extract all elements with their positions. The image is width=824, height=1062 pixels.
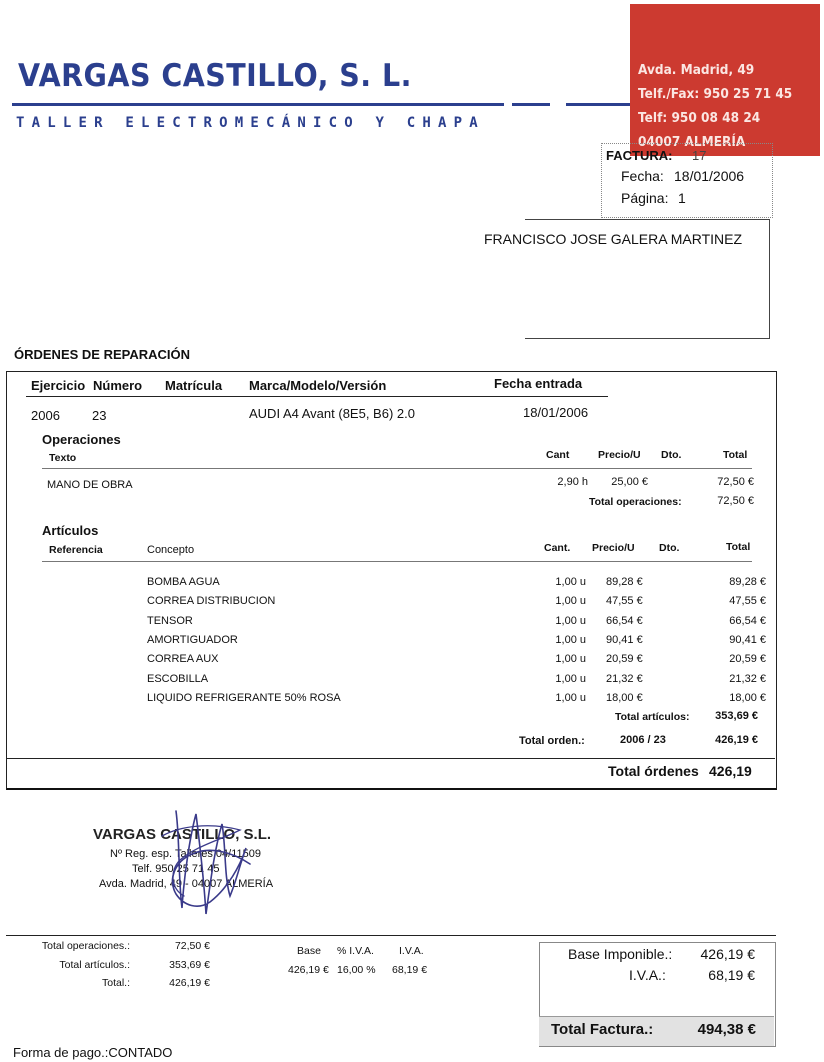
art-cant: 1,00 u: [555, 673, 586, 685]
foot-total-value: 426,19 €: [169, 977, 210, 989]
header-divider-end: [566, 103, 630, 106]
order-fecha-entrada: 18/01/2006: [523, 405, 589, 420]
phone: Telf: 950 08 48 24: [638, 110, 761, 126]
art-precio: 89,28 €: [606, 576, 643, 588]
total-articulos-value: 353,69 €: [715, 710, 758, 722]
art-total: 89,28 €: [729, 576, 766, 588]
total-factura-value: 494,38 €: [697, 1021, 756, 1038]
art-total: 18,00 €: [729, 692, 766, 704]
art-cant: 1,00 u: [555, 692, 586, 704]
art-concepto: AMORTIGUADOR: [147, 634, 238, 646]
col-fecha-entrada: Fecha entrada: [494, 376, 583, 391]
orders-bottom-line: [7, 758, 775, 759]
op-precio: 25,00 €: [611, 476, 648, 488]
art-cant: 1,00 u: [555, 634, 586, 646]
art-concepto: TENSOR: [147, 615, 193, 627]
col-art-precio: Precio/U: [592, 542, 635, 554]
foot-total-articulos-value: 353,69 €: [169, 959, 210, 971]
total-ordenes-value: 426,19: [709, 763, 752, 779]
art-cant: 1,00 u: [555, 615, 586, 627]
section-title: ÓRDENES DE REPARACIÓN: [14, 347, 191, 362]
company-tagline: TALLER ELECTROMECÁNICO Y CHAPA: [16, 115, 485, 131]
order-marca: AUDI A4 Avant (8E5, B6) 2.0: [249, 406, 415, 421]
header-underline: [26, 396, 608, 397]
col-op-cant: Cant: [546, 449, 570, 461]
total-orden-ref: 2006 / 23: [620, 734, 666, 746]
art-cant: 1,00 u: [555, 595, 586, 607]
operaciones-title: Operaciones: [42, 432, 121, 447]
total-orden-value: 426,19 €: [715, 734, 758, 746]
fecha-value: 18/01/2006: [674, 168, 745, 184]
col-matricula: Matrícula: [165, 378, 223, 393]
iva-pct-value: 16,00 %: [337, 964, 376, 976]
art-concepto: ESCOBILLA: [147, 673, 209, 685]
stamp-line3: Avda. Madrid, 49 - 04007 ALMERÍA: [99, 878, 274, 890]
op-total: 72,50 €: [717, 476, 754, 488]
total-factura-label: Total Factura.:: [551, 1021, 654, 1038]
col-op-total: Total: [723, 449, 748, 461]
total-operaciones-label: Total operaciones:: [589, 496, 682, 508]
operaciones-underline: [42, 468, 752, 469]
art-cant: 1,00 u: [555, 576, 586, 588]
base-imponible-value: 426,19 €: [700, 946, 755, 962]
header-divider: [12, 103, 504, 106]
base-header: Base: [297, 945, 321, 957]
col-art-dto: Dto.: [659, 542, 680, 554]
art-concepto: LIQUIDO REFRIGERANTE 50% ROSA: [147, 692, 341, 704]
header-divider-dash: [512, 103, 550, 106]
op-cant: 2,90 h: [557, 476, 588, 488]
col-referencia: Referencia: [49, 544, 103, 556]
total-operaciones-value: 72,50 €: [717, 495, 754, 507]
iva-pct-header: % I.V.A.: [337, 945, 374, 957]
articulos-title: Artículos: [42, 523, 99, 538]
art-total: 90,41 €: [729, 634, 766, 646]
art-concepto: CORREA DISTRIBUCION: [147, 595, 276, 607]
company-name: VARGAS CASTILLO, S. L.: [18, 58, 412, 94]
art-total: 20,59 €: [729, 653, 766, 665]
total-articulos-label: Total artículos:: [615, 711, 690, 723]
col-art-cant: Cant.: [544, 542, 571, 554]
col-texto: Texto: [49, 452, 77, 464]
art-cant: 1,00 u: [555, 653, 586, 665]
client-name: FRANCISCO JOSE GALERA MARTINEZ: [484, 231, 743, 247]
base-imponible-label: Base Imponible.:: [568, 946, 673, 962]
iva-value: 68,19 €: [392, 964, 428, 976]
fecha-label: Fecha:: [621, 168, 664, 184]
op-texto: MANO DE OBRA: [47, 479, 133, 491]
iva-label: I.V.A.:: [629, 967, 666, 983]
order-ejercicio: 2006: [31, 408, 60, 423]
pagina-label: Página:: [621, 190, 669, 206]
phone-fax: Telf./Fax: 950 25 71 45: [638, 86, 793, 102]
pagina-value: 1: [678, 190, 686, 206]
art-total: 47,55 €: [729, 595, 766, 607]
base-value: 426,19 €: [288, 964, 329, 976]
factura-number: 17: [692, 148, 707, 163]
signature: [140, 796, 270, 921]
total-orden-label: Total orden.:: [519, 735, 585, 747]
total-ordenes-label: Total órdenes: [608, 763, 699, 779]
order-numero: 23: [92, 408, 107, 423]
foot-total-label: Total.:: [101, 977, 130, 989]
col-op-precio: Precio/U: [598, 449, 641, 461]
iva-total-value: 68,19 €: [708, 967, 755, 983]
stamp-name: VARGAS CASTILLO, S.L.: [93, 826, 272, 843]
art-total: 66,54 €: [729, 615, 766, 627]
forma-pago: Forma de pago.:CONTADO: [13, 1045, 173, 1060]
foot-total-operaciones-label: Total operaciones.:: [41, 940, 130, 952]
col-marca: Marca/Modelo/Versión: [249, 378, 387, 393]
col-ejercicio: Ejercicio: [31, 378, 86, 393]
art-precio: 21,32 €: [606, 673, 643, 685]
foot-total-operaciones-value: 72,50 €: [174, 940, 210, 952]
factura-label: FACTURA:: [606, 148, 673, 163]
orders-box: [6, 371, 777, 790]
col-concepto: Concepto: [147, 544, 195, 556]
footer-divider: [6, 935, 776, 936]
address-line: Avda. Madrid, 49: [638, 62, 755, 78]
art-total: 21,32 €: [729, 673, 766, 685]
iva-header: I.V.A.: [399, 945, 424, 957]
art-concepto: CORREA AUX: [147, 653, 219, 665]
postal-city: 04007 ALMERÍA: [638, 134, 746, 150]
art-precio: 90,41 €: [606, 634, 643, 646]
art-precio: 20,59 €: [606, 653, 643, 665]
col-art-total: Total: [726, 541, 751, 553]
art-concepto: BOMBA AGUA: [147, 576, 220, 588]
col-op-dto: Dto.: [661, 449, 682, 461]
art-precio: 47,55 €: [606, 595, 643, 607]
stamp-line1: Nº Reg. esp. Talleres 04/11509: [110, 848, 261, 860]
art-precio: 18,00 €: [606, 692, 643, 704]
art-precio: 66,54 €: [606, 615, 643, 627]
articulos-underline: [42, 561, 752, 562]
stamp-line2: Telf. 950 25 71 45: [132, 863, 220, 875]
col-numero: Número: [93, 378, 143, 393]
foot-total-articulos-label: Total artículos.:: [59, 959, 130, 971]
